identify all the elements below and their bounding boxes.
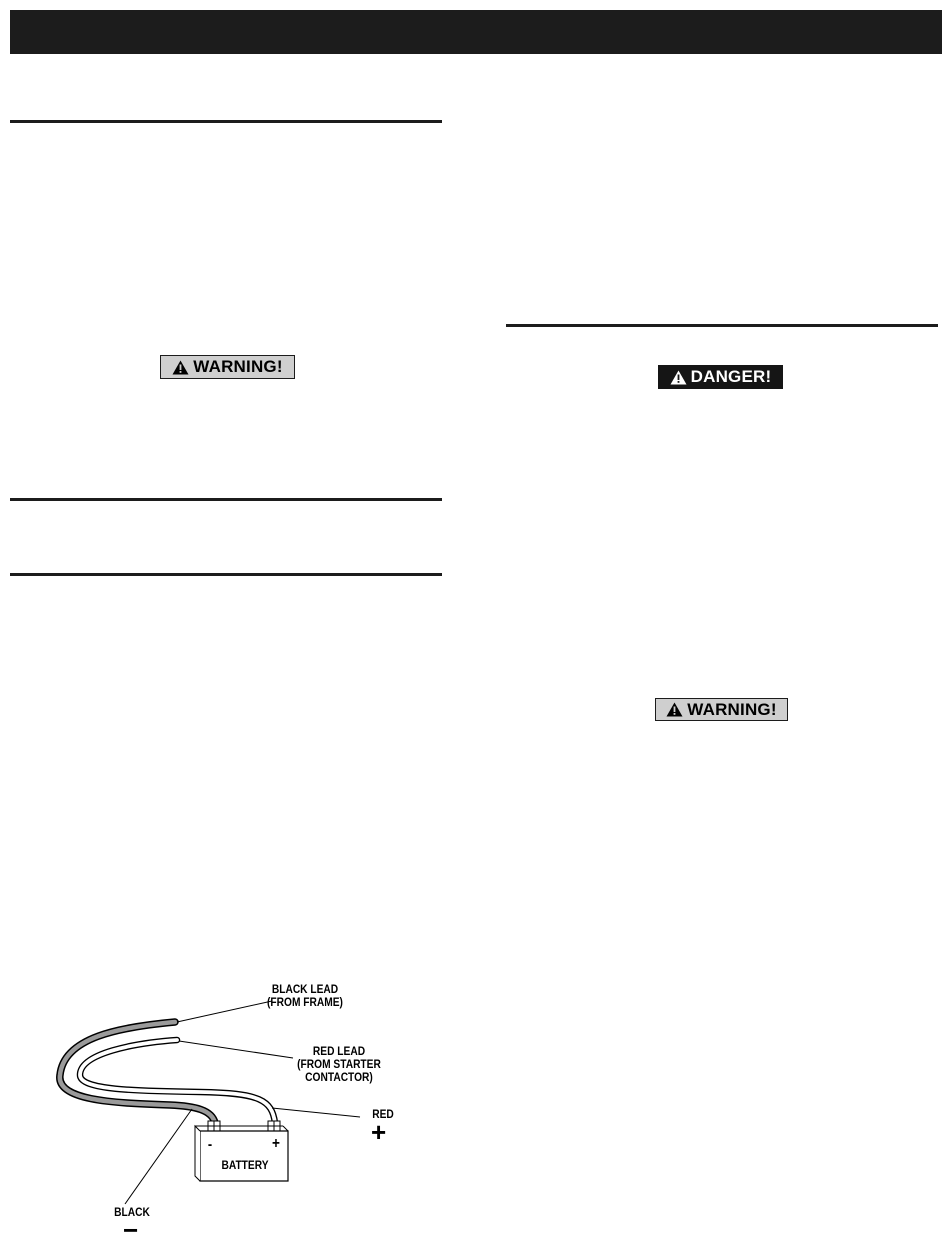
red-lead-label-line: RED LEAD bbox=[312, 1044, 366, 1058]
section-rule bbox=[10, 498, 442, 501]
warning-badge-label: WARNING! bbox=[687, 699, 777, 719]
black-lead-label-line: BLACK LEAD bbox=[271, 982, 339, 996]
minus-sign: − bbox=[123, 1215, 139, 1245]
red-terminal-label: RED bbox=[372, 1107, 394, 1121]
section-rule bbox=[506, 324, 938, 327]
plus-sign: + bbox=[371, 1117, 387, 1147]
red-lead-label-line: CONTACTOR) bbox=[305, 1070, 373, 1084]
section-rule bbox=[10, 573, 442, 576]
warning-badge-label: WARNING! bbox=[193, 357, 283, 376]
header-bar bbox=[10, 10, 942, 54]
alert-triangle-icon bbox=[666, 702, 683, 717]
section-rule bbox=[10, 120, 442, 123]
alert-triangle-icon bbox=[172, 360, 189, 375]
battery-label: BATTERY bbox=[221, 1158, 269, 1172]
battery-positive-mark: + bbox=[272, 1135, 280, 1152]
black-terminal-label: BLACK bbox=[114, 1205, 150, 1219]
battery-negative-mark: - bbox=[207, 1136, 213, 1153]
warning-badge bbox=[160, 355, 295, 379]
danger-badge bbox=[658, 365, 783, 389]
red-lead-label-line: (FROM STARTER bbox=[297, 1057, 381, 1071]
battery-wiring-figure bbox=[40, 975, 440, 1255]
black-lead-label bbox=[263, 983, 348, 1009]
alert-triangle-icon bbox=[670, 370, 687, 385]
black-lead-label-line: (FROM FRAME) bbox=[267, 995, 343, 1009]
danger-badge-label: DANGER! bbox=[690, 367, 772, 386]
red-lead-label bbox=[292, 1045, 386, 1084]
warning-badge bbox=[655, 698, 788, 721]
